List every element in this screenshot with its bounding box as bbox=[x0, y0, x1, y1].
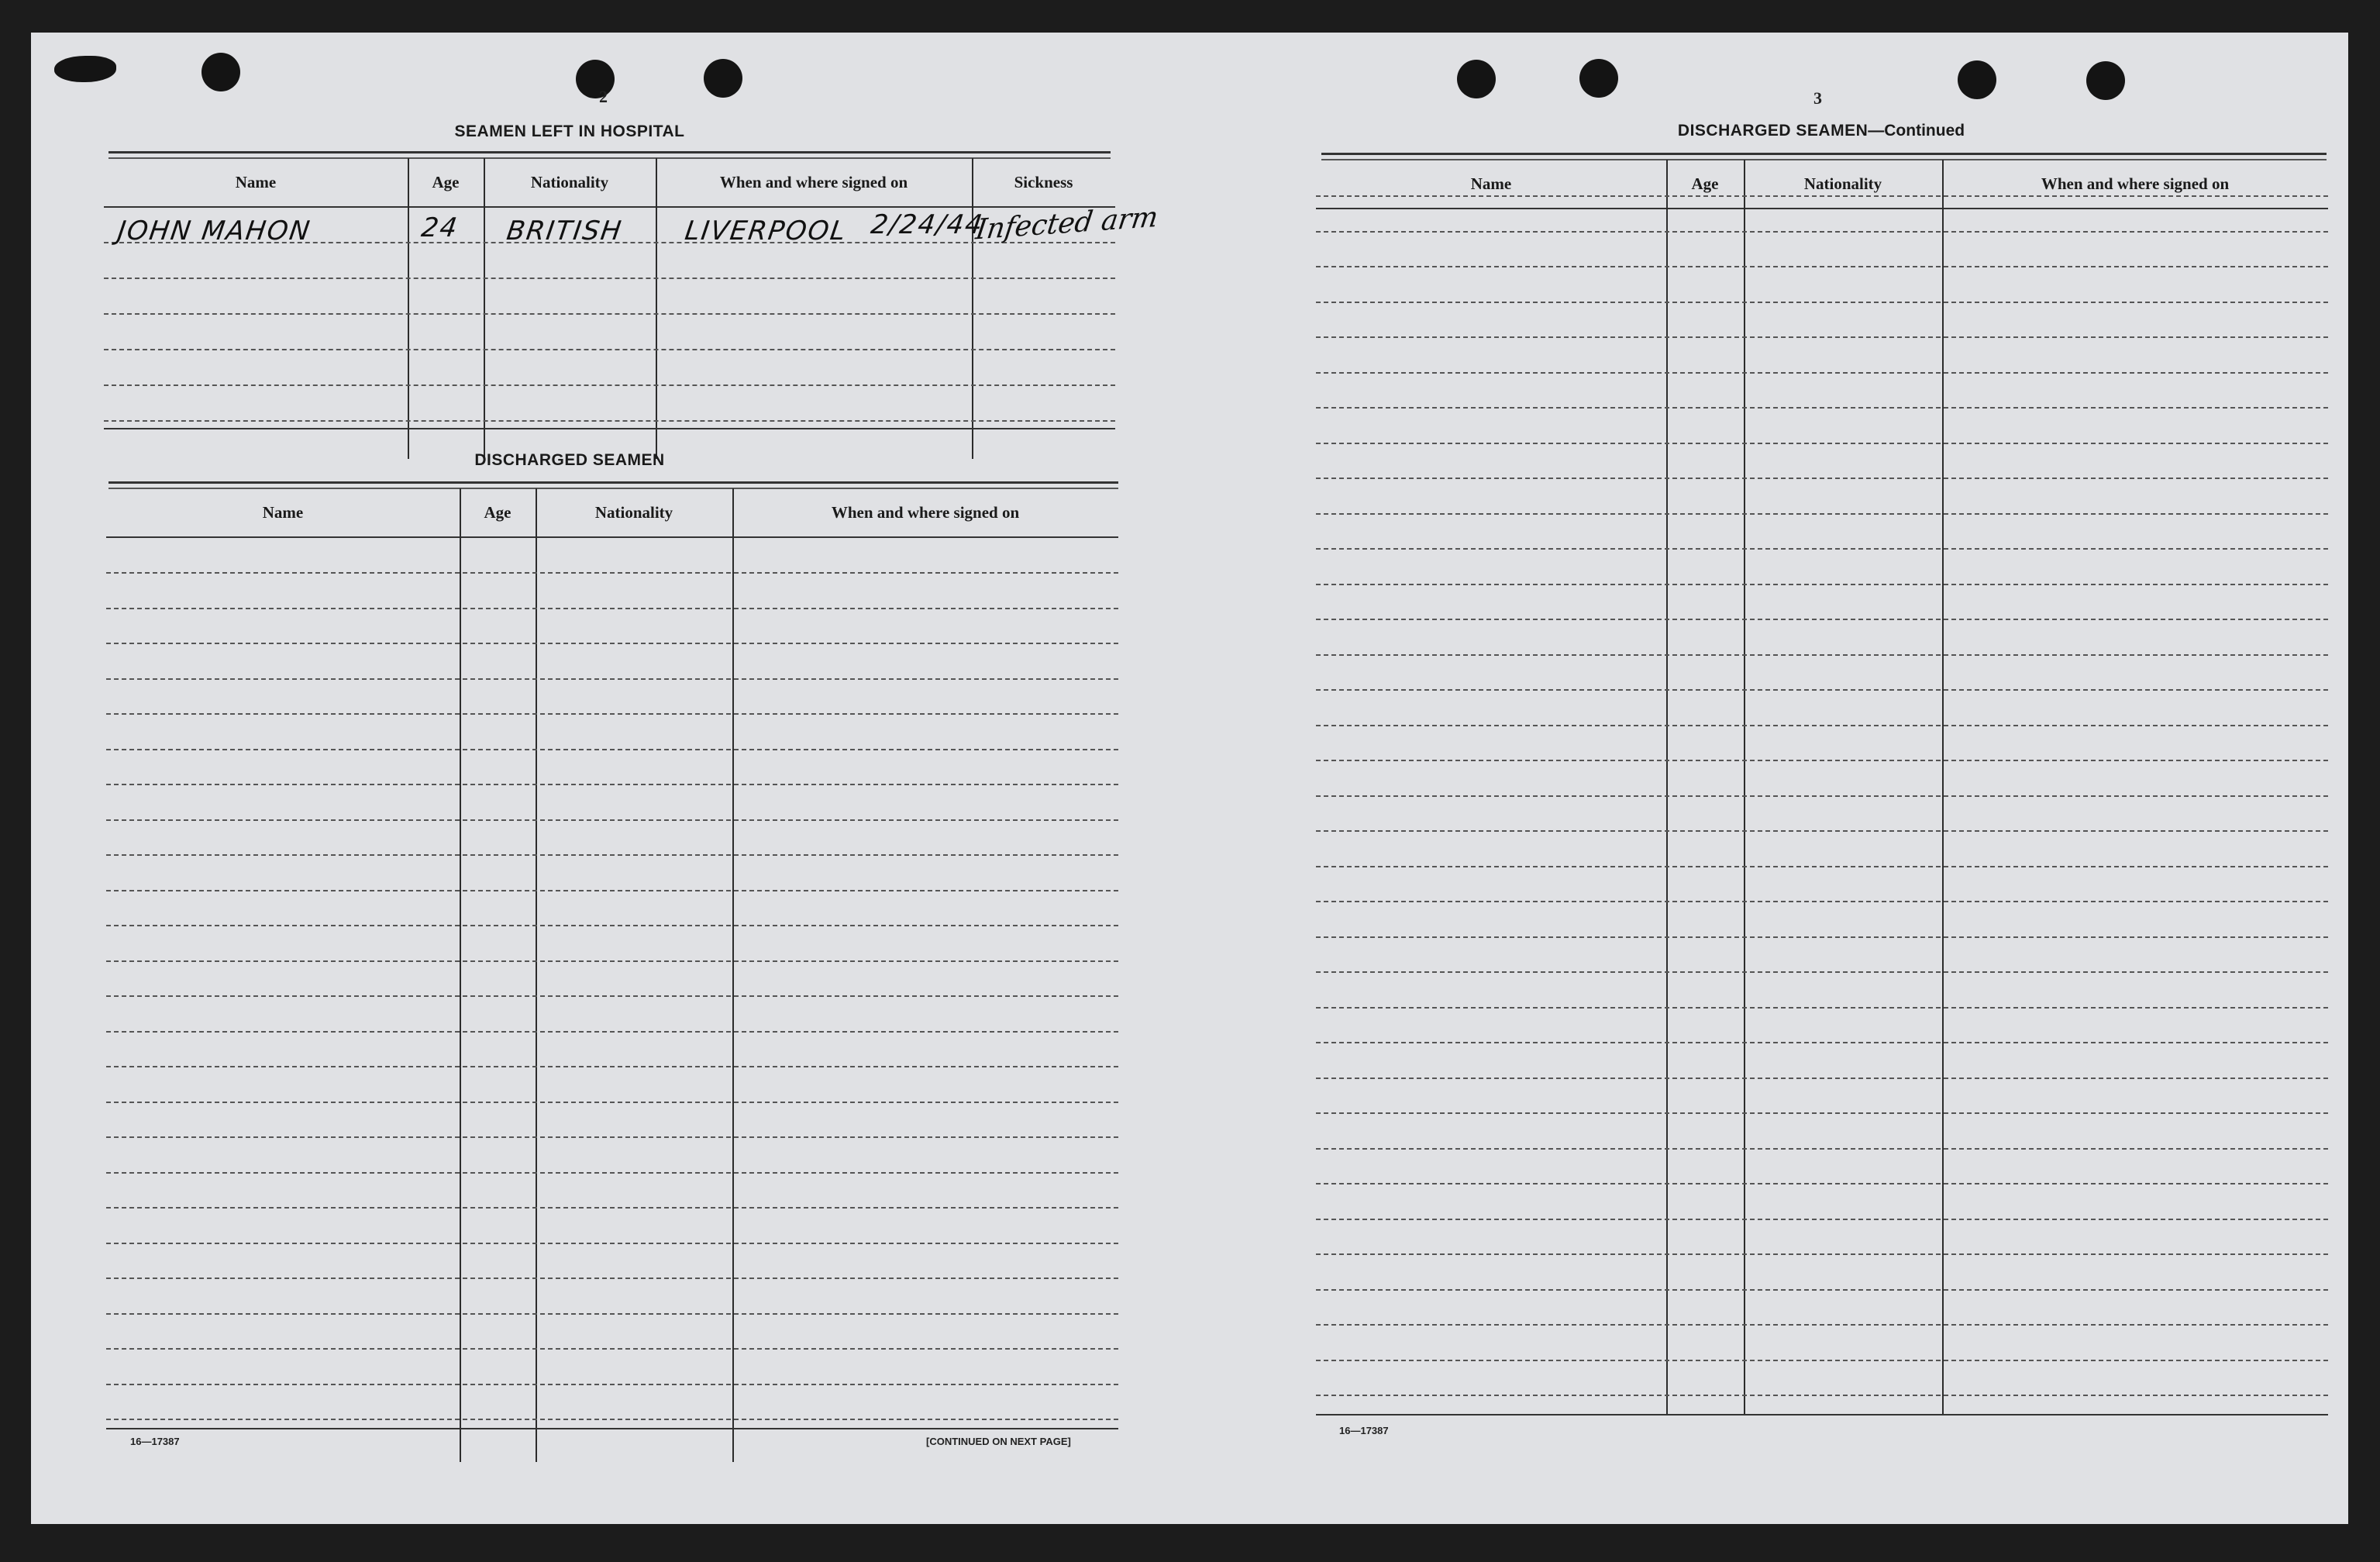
row-line bbox=[1316, 443, 2328, 444]
row-line bbox=[106, 678, 1118, 680]
row-line bbox=[1316, 1183, 2328, 1184]
row-line bbox=[106, 608, 1118, 609]
handwritten-date: 2/24/44 bbox=[869, 209, 986, 240]
row-line bbox=[1316, 866, 2328, 867]
row-line bbox=[106, 784, 1118, 785]
continued-note: [CONTINUED ON NEXT PAGE] bbox=[926, 1436, 1071, 1447]
row-line bbox=[106, 1384, 1118, 1385]
row-line bbox=[1316, 760, 2328, 761]
hospital-section-title: SEAMEN LEFT IN HOSPITAL bbox=[454, 122, 685, 140]
row-line bbox=[106, 1136, 1118, 1138]
form-number: 16—17387 bbox=[1339, 1425, 1389, 1436]
row-line bbox=[1316, 1148, 2328, 1150]
row-line bbox=[106, 1102, 1118, 1103]
row-line bbox=[1316, 372, 2328, 374]
row-line bbox=[106, 1207, 1118, 1209]
title-suffix: —Continued bbox=[1868, 122, 1965, 140]
header-signed-on: When and where signed on bbox=[2041, 174, 2230, 193]
header-name: Name bbox=[1470, 174, 1512, 193]
header-nationality: Nationality bbox=[530, 173, 609, 191]
row-line bbox=[106, 925, 1118, 926]
row-line bbox=[1316, 795, 2328, 797]
row-line bbox=[106, 1278, 1118, 1279]
row-line bbox=[106, 1419, 1118, 1420]
row-line bbox=[1316, 302, 2328, 303]
right-page bbox=[1240, 33, 2348, 1524]
column-divider bbox=[408, 158, 409, 459]
row-line bbox=[1316, 619, 2328, 620]
row-line bbox=[1316, 513, 2328, 515]
row-line bbox=[1316, 901, 2328, 902]
left-page bbox=[31, 33, 1178, 1524]
bottom-rule bbox=[1316, 1414, 2328, 1415]
handwritten-place: LIVERPOOL bbox=[683, 216, 849, 247]
row-line bbox=[1316, 266, 2328, 267]
form-number: 16—17387 bbox=[130, 1436, 180, 1447]
row-lines bbox=[1316, 160, 2328, 1414]
row-line bbox=[1316, 1042, 2328, 1043]
row-line bbox=[1316, 971, 2328, 973]
header-signed-on: When and where signed on bbox=[719, 173, 908, 191]
header-nationality: Nationality bbox=[594, 503, 673, 522]
row-line bbox=[106, 960, 1118, 962]
row-line bbox=[1316, 1078, 2328, 1079]
handwritten-name: JOHN MAHON bbox=[115, 216, 313, 247]
row-line bbox=[104, 349, 1115, 350]
header-age: Age bbox=[484, 503, 511, 522]
title-main: DISCHARGED SEAMEN bbox=[1677, 122, 1869, 140]
row-line bbox=[104, 278, 1115, 279]
row-line bbox=[1316, 830, 2328, 832]
row-line bbox=[1316, 1324, 2328, 1326]
row-line bbox=[106, 890, 1118, 891]
header-name: Name bbox=[235, 173, 277, 191]
row-line bbox=[106, 643, 1118, 644]
row-line bbox=[1316, 548, 2328, 550]
row-line bbox=[1316, 654, 2328, 656]
header-sickness: Sickness bbox=[1014, 173, 1073, 191]
discharged-continued-title bbox=[1321, 122, 2321, 140]
row-line bbox=[106, 1066, 1118, 1067]
header-nationality: Nationality bbox=[1803, 174, 1882, 193]
header-age: Age bbox=[432, 173, 460, 191]
header-signed-on: When and where signed on bbox=[831, 503, 1020, 522]
row-line bbox=[1316, 231, 2328, 233]
handwritten-sickness: Infected arm bbox=[973, 201, 1160, 247]
row-line bbox=[1316, 478, 2328, 479]
discharged-table bbox=[106, 488, 1118, 1462]
row-line bbox=[1316, 1007, 2328, 1009]
row-line bbox=[106, 995, 1118, 997]
row-line bbox=[104, 384, 1115, 386]
page-number: 2 bbox=[599, 87, 608, 106]
row-line bbox=[1316, 1395, 2328, 1396]
header-name: Name bbox=[262, 503, 304, 522]
handwritten-nationality: BRITISH bbox=[505, 216, 625, 247]
column-divider bbox=[484, 158, 485, 459]
row-line bbox=[1316, 689, 2328, 691]
row-line bbox=[106, 749, 1118, 750]
row-line bbox=[106, 572, 1118, 574]
row-line bbox=[1316, 1253, 2328, 1255]
row-line bbox=[1316, 584, 2328, 585]
column-divider bbox=[656, 158, 657, 459]
hospital-table bbox=[104, 158, 1160, 459]
row-line bbox=[1316, 195, 2328, 197]
row-line bbox=[106, 713, 1118, 715]
row-line bbox=[106, 1031, 1118, 1033]
row-line bbox=[1316, 725, 2328, 726]
discharged-continued-table bbox=[1316, 160, 2328, 1414]
row-lines bbox=[106, 488, 1118, 1462]
row-line bbox=[106, 819, 1118, 821]
discharged-section-title: DISCHARGED SEAMEN bbox=[474, 451, 665, 469]
row-line bbox=[1316, 1219, 2328, 1220]
row-line bbox=[106, 1348, 1118, 1350]
row-line bbox=[104, 313, 1115, 315]
row-line bbox=[1316, 1289, 2328, 1291]
row-line bbox=[106, 1243, 1118, 1244]
page-number: 3 bbox=[1813, 88, 1822, 108]
row-line bbox=[106, 1172, 1118, 1174]
row-line bbox=[104, 420, 1115, 422]
table-header-row bbox=[104, 158, 1115, 208]
row-line bbox=[106, 854, 1118, 856]
section-rule bbox=[104, 428, 1115, 429]
handwritten-age: 24 bbox=[419, 212, 461, 243]
row-line bbox=[1316, 1360, 2328, 1361]
ledger-paper bbox=[31, 33, 2348, 1524]
column-divider bbox=[972, 158, 973, 459]
row-line bbox=[106, 1313, 1118, 1315]
row-line bbox=[1316, 1112, 2328, 1114]
bottom-rule bbox=[106, 1428, 1118, 1429]
row-line bbox=[1316, 336, 2328, 338]
row-line bbox=[1316, 407, 2328, 409]
row-line bbox=[1316, 936, 2328, 938]
header-age: Age bbox=[1691, 174, 1719, 193]
